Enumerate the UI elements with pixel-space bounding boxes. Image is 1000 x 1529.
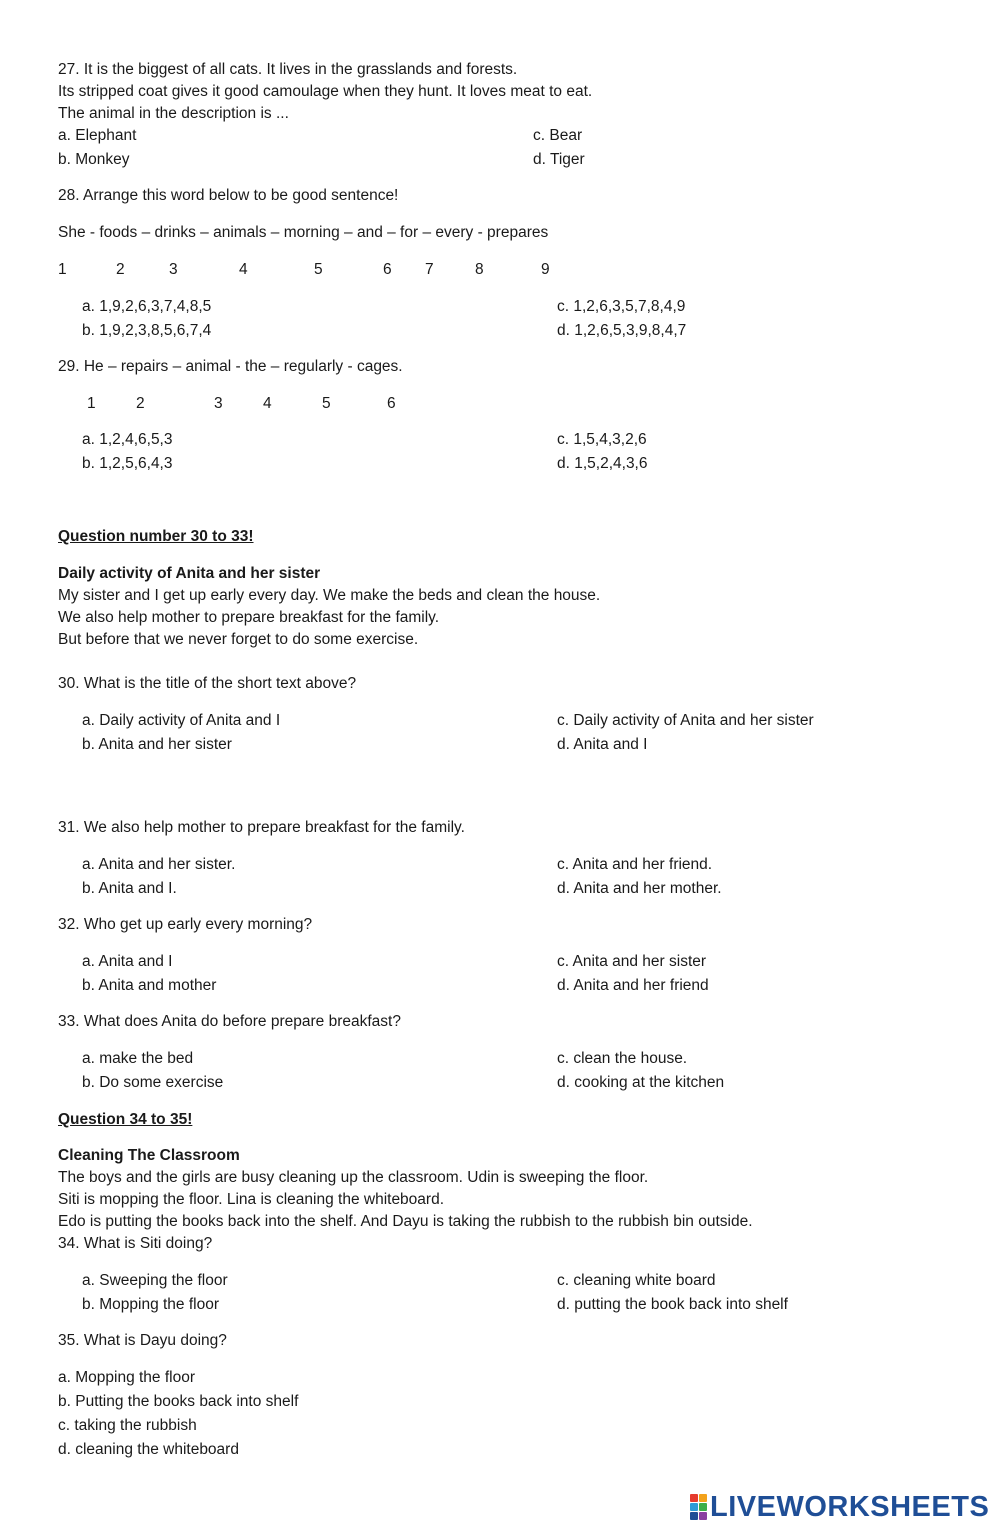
q29-number: 3 xyxy=(214,395,223,412)
q28-number: 6 xyxy=(383,261,392,278)
q31-option-d[interactable]: d. Anita and her mother. xyxy=(557,880,722,897)
q27-option-a[interactable]: a. Elephant xyxy=(58,127,137,144)
section-heading-34-35: Question 34 to 35! xyxy=(58,1111,193,1128)
logo-square xyxy=(690,1512,698,1520)
q29-option-c[interactable]: c. 1,5,4,3,2,6 xyxy=(557,431,647,448)
q31-option-c[interactable]: c. Anita and her friend. xyxy=(557,856,713,873)
q28-number: 3 xyxy=(169,261,178,278)
q27-option-c[interactable]: c. Bear xyxy=(533,127,583,144)
q29-number: 4 xyxy=(263,395,272,412)
reading-paragraph-line2: We also help mother to prepare breakfast for the family. xyxy=(58,609,440,626)
q28-prompt: 28. Arrange this word below to be good sentence! xyxy=(58,187,399,204)
q28-number: 7 xyxy=(425,261,434,278)
q29-option-d[interactable]: d. 1,5,2,4,3,6 xyxy=(557,455,648,472)
liveworksheets-logo[interactable] xyxy=(690,1490,989,1524)
liveworksheets-logo-icon xyxy=(690,1494,707,1520)
q32-option-c[interactable]: c. Anita and her sister xyxy=(557,953,707,970)
q30-option-a[interactable]: a. Daily activity of Anita and I xyxy=(82,712,281,729)
q30-option-d[interactable]: d. Anita and I xyxy=(557,736,648,753)
q33-option-b[interactable]: b. Do some exercise xyxy=(82,1074,224,1091)
q32-option-b[interactable]: b. Anita and mother xyxy=(82,977,217,994)
reading-paragraph-line2: Siti is mopping the floor. Lina is cleaning the whiteboard. xyxy=(58,1191,445,1208)
liveworksheets-logo-text: LIVEWORKSHEETS xyxy=(710,1490,990,1523)
logo-square xyxy=(699,1494,707,1502)
q28-number: 4 xyxy=(239,261,248,278)
q33-prompt: 33. What does Anita do before prepare breakfast? xyxy=(58,1013,401,1030)
q30-option-c[interactable]: c. Daily activity of Anita and her sister xyxy=(557,712,814,729)
q27-option-d[interactable]: d. Tiger xyxy=(533,151,585,168)
q35-prompt: 35. What is Dayu doing? xyxy=(58,1332,227,1349)
reading-paragraph-line1: My sister and I get up early every day. We make the beds and clean the house. xyxy=(58,587,601,604)
q27-text-line2: Its stripped coat gives it good camoulage when they hunt. It loves meat to eat. xyxy=(58,83,593,100)
q28-option-d[interactable]: d. 1,2,6,5,3,9,8,4,7 xyxy=(557,322,687,339)
q28-option-b[interactable]: b. 1,9,2,3,8,5,6,7,4 xyxy=(82,322,212,339)
q34-prompt: 34. What is Siti doing? xyxy=(58,1235,213,1252)
q32-option-d[interactable]: d. Anita and her friend xyxy=(557,977,709,994)
q31-option-b[interactable]: b. Anita and I. xyxy=(82,880,177,897)
q30-prompt: 30. What is the title of the short text above? xyxy=(58,675,357,692)
q33-option-c[interactable]: c. clean the house. xyxy=(557,1050,688,1067)
q34-option-a[interactable]: a. Sweeping the floor xyxy=(82,1272,228,1289)
q28-option-c[interactable]: c. 1,2,6,3,5,7,8,4,9 xyxy=(557,298,686,315)
q27-text-line3: The animal in the description is ... xyxy=(58,105,289,122)
q29-number: 6 xyxy=(387,395,396,412)
q29-number: 5 xyxy=(322,395,331,412)
q35-option-c[interactable]: c. taking the rubbish xyxy=(58,1417,197,1434)
q28-option-a[interactable]: a. 1,9,2,6,3,7,4,8,5 xyxy=(82,298,212,315)
q29-option-a[interactable]: a. 1,2,4,6,5,3 xyxy=(82,431,173,448)
logo-square xyxy=(699,1512,707,1520)
q33-option-a[interactable]: a. make the bed xyxy=(82,1050,194,1067)
q27-text-line1: 27. It is the biggest of all cats. It lives in the grasslands and forests. xyxy=(58,61,518,78)
logo-square xyxy=(690,1494,698,1502)
reading-paragraph-line3: Edo is putting the books back into the shelf. And Dayu is taking the rubbish to the rubbish bin outside. xyxy=(58,1213,753,1230)
q28-number: 5 xyxy=(314,261,323,278)
logo-square xyxy=(690,1503,698,1511)
q35-option-d[interactable]: d. cleaning the whiteboard xyxy=(58,1441,239,1458)
reading-paragraph-line1: The boys and the girls are busy cleaning up the classroom. Udin is sweeping the floor. xyxy=(58,1169,649,1186)
q32-option-a[interactable]: a. Anita and I xyxy=(82,953,173,970)
q30-option-b[interactable]: b. Anita and her sister xyxy=(82,736,232,753)
section-heading-30-33: Question number 30 to 33! xyxy=(58,528,254,545)
q28-number: 8 xyxy=(475,261,484,278)
reading-paragraph-line3: But before that we never forget to do some exercise. xyxy=(58,631,419,648)
q28-number: 1 xyxy=(58,261,67,278)
q28-words: She - foods – drinks – animals – morning – and – for – every - prepares xyxy=(58,224,549,241)
q32-prompt: 32. Who get up early every morning? xyxy=(58,916,313,933)
reading-title-classroom: Cleaning The Classroom xyxy=(58,1147,240,1164)
q29-option-b[interactable]: b. 1,2,5,6,4,3 xyxy=(82,455,173,472)
q31-prompt: 31. We also help mother to prepare breakfast for the family. xyxy=(58,819,465,836)
q35-option-a[interactable]: a. Mopping the floor xyxy=(58,1369,196,1386)
q29-number: 1 xyxy=(87,395,96,412)
q28-number: 9 xyxy=(541,261,550,278)
q27-option-b[interactable]: b. Monkey xyxy=(58,151,130,168)
q29-number: 2 xyxy=(136,395,145,412)
q34-option-d[interactable]: d. putting the book back into shelf xyxy=(557,1296,788,1313)
q31-option-a[interactable]: a. Anita and her sister. xyxy=(82,856,236,873)
logo-square xyxy=(699,1503,707,1511)
q34-option-b[interactable]: b. Mopping the floor xyxy=(82,1296,220,1313)
q34-option-c[interactable]: c. cleaning white board xyxy=(557,1272,716,1289)
q35-option-b[interactable]: b. Putting the books back into shelf xyxy=(58,1393,299,1410)
q28-number: 2 xyxy=(116,261,125,278)
reading-title-anita: Daily activity of Anita and her sister xyxy=(58,565,321,582)
q33-option-d[interactable]: d. cooking at the kitchen xyxy=(557,1074,725,1091)
q29-prompt: 29. He – repairs – animal - the – regularly - cages. xyxy=(58,358,403,375)
